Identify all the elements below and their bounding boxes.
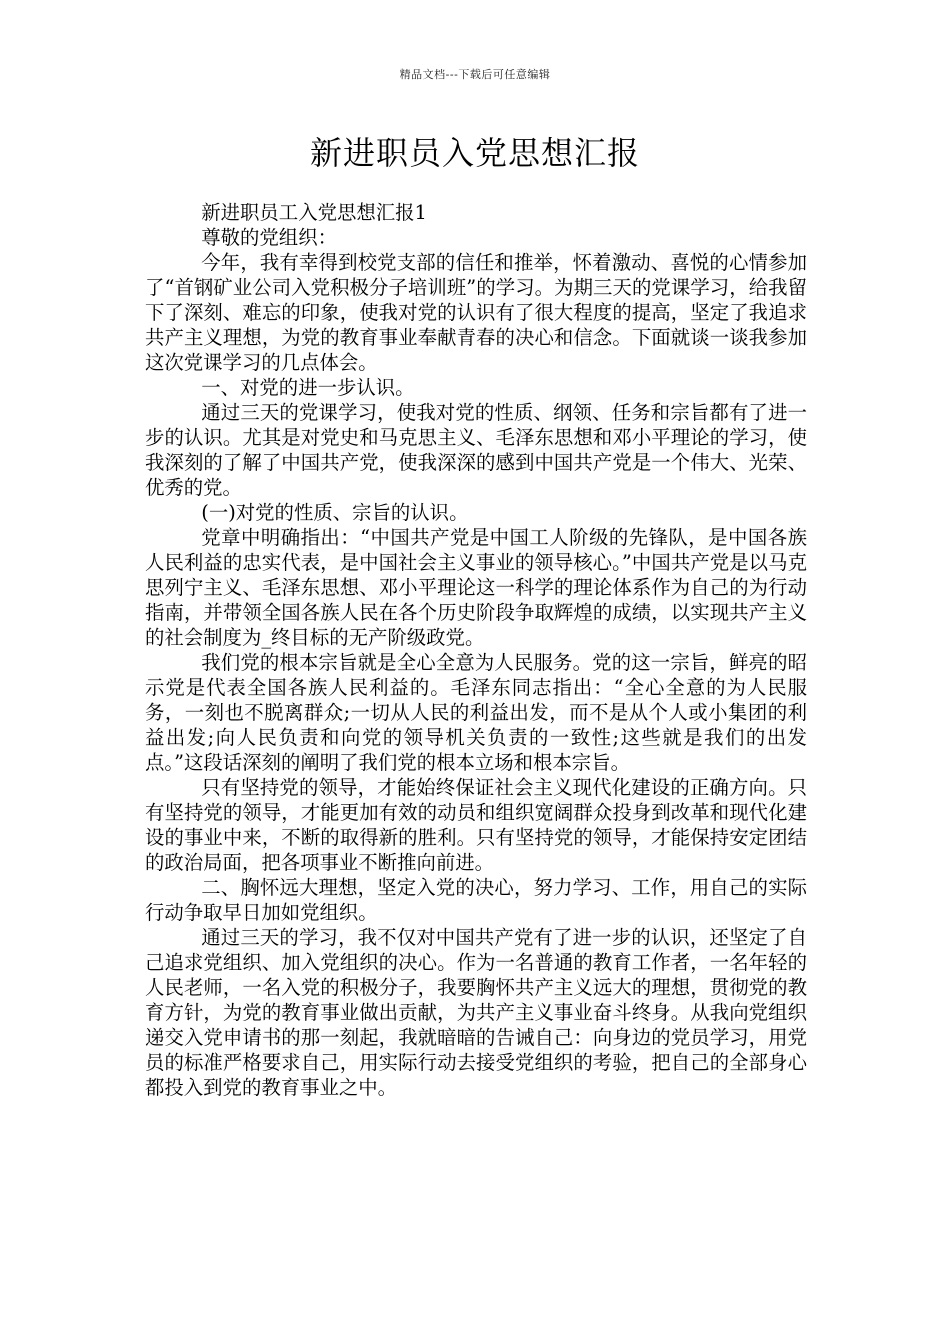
document-body <box>145 200 807 1100</box>
header-note: 精品文档---下载后可任意编辑 <box>399 68 551 81</box>
salutation: 尊敬的党组织： <box>201 226 337 249</box>
paragraph: 通过三天的党课学习，使我对党的性质、纲领、任务和宗旨都有了进一步的认识。尤其是对党史和马克思主义、毛泽东思想和邓小平理论的学习，使我深刻的了解了中国共产党，使我深深的感到中国共产党是一个伟大、光荣、优秀的党。 <box>145 401 807 499</box>
section-heading: 二、胸怀远大理想，坚定入党的决心，努力学习、工作，用自己的实际行动争取早日加如党组织。 <box>145 876 807 924</box>
subtitle-line: 新进职员工入党思想汇报1 <box>201 201 427 224</box>
paragraph: 我们党的根本宗旨就是全心全意为人民服务。党的这一宗旨，鲜亮的昭示党是代表全国各族人民利益的。毛泽东同志指出：“全心全意的为人民服务，一刻也不脱离群众;一切从人民的利益出发，而不是从个人或小集团的利益出发;向人民负责和向党的领导机关负责的一致性;这些就是我们的出发点。”这段话深刻的阐明了我们党的根本立场和根本宗旨。 <box>145 651 807 774</box>
section-heading: 一、对党的进一步认识。 <box>201 376 415 399</box>
paragraph: 通过三天的学习，我不仅对中国共产党有了进一步的认识，还坚定了自己追求党组织、加入党组织的决心。作为一名普通的教育工作者，一名年轻的人民老师，一名入党的积极分子，我要胸怀共产主义远大的理想，贯彻党的教育方针，为党的教育事业做出贡献，为共产主义事业奋斗终身。从我向党组织递交入党申请书的那一刻起，我就暗暗的告诫自己：向身边的党员学习，用党员的标准严格要求自己，用实际行动去接受党组织的考验，把自己的全部身心都投入到党的教育事业之中。 <box>145 926 807 1099</box>
subsection-heading: (一)对党的性质、宗旨的认识。 <box>201 501 469 524</box>
paragraph: 今年，我有幸得到校党支部的信任和推举，怀着激动、喜悦的心情参加了“首钢矿业公司入党积极分子培训班”的学习。为期三天的党课学习，给我留下了深刻、难忘的印象，使我对党的认识有了很大程度的提高，坚定了我追求共产主义理想，为党的教育事业奉献青春的决心和信念。下面就谈一谈我参加这次党课学习的几点体会。 <box>145 251 807 374</box>
paragraph: 党章中明确指出：“中国共产党是中国工人阶级的先锋队，是中国各族人民利益的忠实代表，是中国社会主义事业的领导核心。”中国共产党是以马克思列宁主义、毛泽东思想、邓小平理论这一科学的理论体系作为自己的为行动指南，并带领全国各族人民在各个历史阶段争取辉煌的成绩，以实现共产主义的社会制度为_终目标的无产阶级政党。 <box>145 526 807 649</box>
document-title: 新进职员入党思想汇报 <box>309 134 640 172</box>
paragraph: 只有坚持党的领导，才能始终保证社会主义现代化建设的正确方向。只有坚持党的领导，才能更加有效的动员和组织宽阔群众投身到改革和现代化建设的事业中来，不断的取得新的胜利。只有坚持党的领导，才能保持安定团结的政治局面，把各项事业不断推向前进。 <box>145 776 807 874</box>
